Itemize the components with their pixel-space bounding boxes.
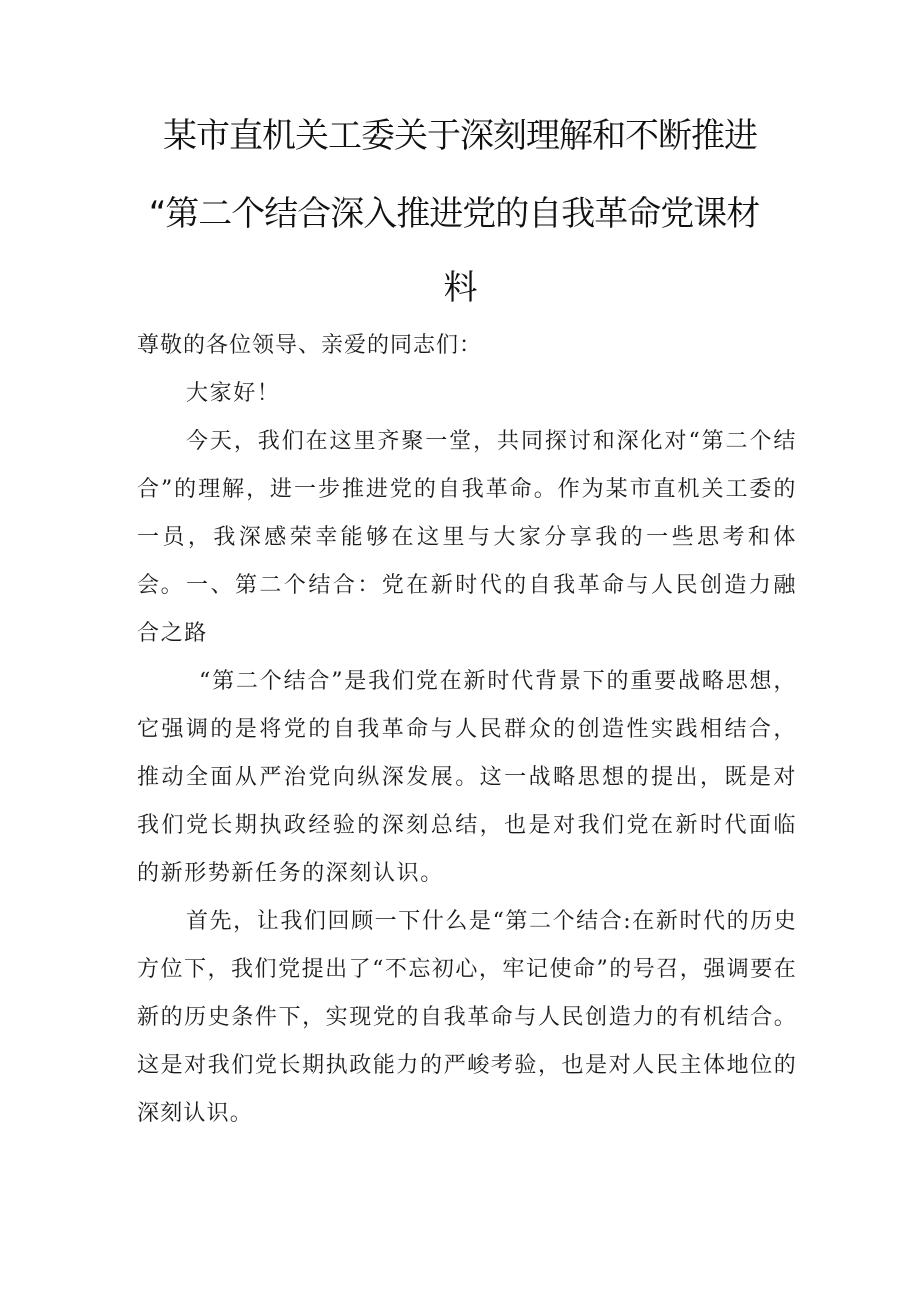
section-heading-1: 一、第二个结合：党在新时代的自我革命与人民创造力融合之路 (137, 573, 797, 646)
document-title-line-2: “第二个结合深入推进党的自我革命党课材 (148, 194, 760, 234)
paragraph-second-combination: “第二个结合”是我们党在新时代背景下的重要战略思想，它强调的是将党的自我革命与人民群众的创造性实践相结合，推动全面从严治党向纵深发展。这一战略思想的提出，既是对我们党长期执政经验的深刻总结，也是对我们党在新时代面临的新形势新任务的深刻认识。 (137, 669, 797, 886)
document-title-line-1: 某市直机关工委关于深刻理解和不断推进 (163, 116, 757, 156)
document-title-line-3: 料 (443, 268, 477, 308)
paragraph-intro: 今天，我们在这里齐聚一堂，共同探讨和深化对“第二个结合”的理解，进一步推进党的自我革命。作为某市直机关工委的一员，我深感荣幸能够在这里与大家分享我的一些思考和体会。 (137, 429, 797, 598)
paragraph-greeting: 大家好！ (186, 381, 281, 406)
salutation: 尊敬的各位领导、亲爱的同志们： (137, 333, 483, 358)
paragraph-first-review: 首先，让我们回顾一下什么是“第二个结合:在新时代的历史方位下，我们党提出了“不忘初心，牢记使命”的号召，强调要在新的历史条件下，实现党的自我革命与人民创造力的有机结合。这是对我们党长期执政能力的严峻考验，也是对人民主体地位的深刻认识。 (137, 909, 797, 1126)
